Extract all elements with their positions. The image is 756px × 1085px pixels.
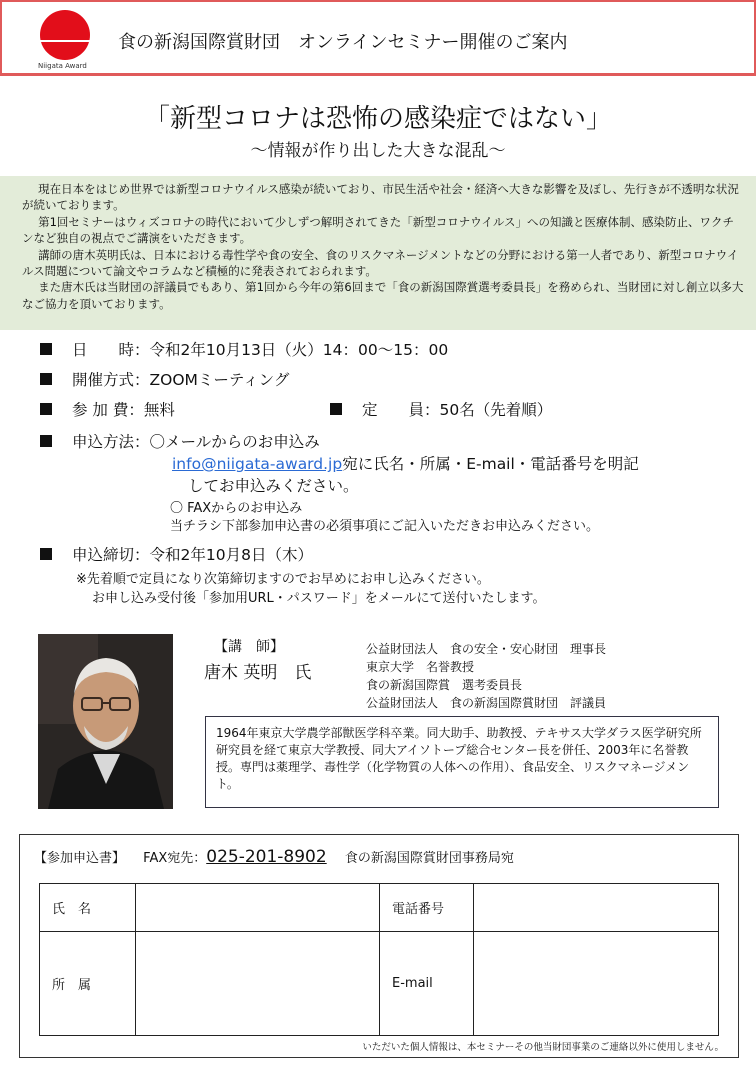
intro-paragraph: 講師の唐木英明氏は、日本における毒性学や食の安全、食のリスクマネージメントなどの分野における第一人者であり、新型コロナウイルス問題について論文やコラムなど積極的に発表されておられます。 [22,247,739,279]
lecturer-label: 【講 師】 [214,639,284,655]
bullet-square-icon [40,373,52,385]
fax-apply-heading: 〇 FAXからのお申込み [170,501,303,516]
lecturer-name: 唐木 英明 氏 [204,663,312,683]
deadline-text: 申込締切：令和2年10月8日（木） [72,546,313,564]
privacy-note: いただいた個人情報は、本セミナーその他当財団事業のご連絡以外に使用しません。 [362,1042,724,1053]
email-apply-rest: 宛に氏名・所属・E-mail・電話番号を明記 [342,455,639,473]
form-table [39,883,719,1036]
form-recipient: 食の新潟国際賞財団事務局宛 [344,851,514,866]
name-label: 氏 名 [40,884,136,932]
main-title: 「新型コロナは恐怖の感染症ではない」 [143,104,612,134]
email-label: E-mail [380,932,474,1036]
logo-text: Niigata Award [38,62,87,70]
affiliation-label: 所 属 [40,932,136,1036]
email-link[interactable]: info@niigata-award.jp [172,455,343,473]
affiliation-field[interactable] [136,932,380,1036]
apply-heading: 申込方法：〇メールからのお申込み [72,433,320,451]
detail-datetime [40,338,448,360]
lecturer-bio: 1964年東京大学農学部獣医学科卒業。同大助手、助教授、テキサス大学ダラス医学研究所研究員を経て東京大学教授、同大アイソトープ総合センター長を併任、2003年に名誉教授。専門は薬理学、毒性学（化学物質の人体への作用）、食品安全、リスクマネージメント。 [205,716,719,808]
capacity-text: 定 員：50名（先着順） [362,401,553,419]
form-header [34,847,514,867]
name-field[interactable] [136,884,380,932]
intro-paragraph: また唐木氏は当財団の評議員でもあり、第1回から今年の第6回まで「食の新潟国際賞選考委員長」を務められ、当財団に対し創立以多大なご協力を頂いております。 [22,280,744,311]
phone-label: 電話番号 [380,884,474,932]
email-apply-line2: してお申込みください。 [188,477,359,495]
detail-format [40,368,289,390]
bullet-square-icon [40,403,52,415]
intro-paragraph: 第1回セミナーはウィズコロナの時代において少しずつ解明されてきた「新型コロナウイルス」への知識と医療体制、感染防止、ワクチンなど独自の視点でご講演をいただきます。 [22,214,735,246]
detail-apply [40,430,320,452]
form-heading: 【参加申込書】 [34,851,126,866]
email-apply-line [172,452,639,474]
sub-title: ～情報が作り出した大きな混乱～ [250,141,506,161]
bullet-square-icon [40,435,52,447]
logo-red-circle-icon [40,10,90,60]
lecturer-title: 公益財団法人 食の安全・安心財団 理事長 [366,642,607,656]
header-title: 食の新潟国際賞財団 オンラインセミナー開催のご案内 [118,32,568,53]
note-url-delivery: お申し込み受付後「参加用URL・パスワード」をメールにて送付いたします。 [92,591,546,606]
detail-deadline [40,543,313,565]
logo-stripe [38,40,92,42]
email-field[interactable] [474,932,719,1036]
phone-field[interactable] [474,884,719,932]
format-text: 開催方式：ZOOMミーティング [72,371,290,389]
datetime-text: 日 時：令和2年10月13日（火）14：00～15：00 [72,341,449,359]
detail-fee [40,398,175,420]
detail-capacity [330,398,552,420]
fee-text: 参 加 費：無料 [72,401,175,419]
niigata-award-logo [36,10,94,72]
fax-number: 025-201-8902 [206,847,327,867]
bullet-square-icon [40,548,52,560]
lecturer-title: 食の新潟国際賞 選考委員長 [366,678,523,692]
bullet-square-icon [330,403,342,415]
lecturer-title: 公益財団法人 食の新潟国際賞財団 評議員 [366,696,607,710]
bullet-square-icon [40,343,52,355]
fax-label: FAX宛先： [143,851,207,866]
intro-section [0,176,756,330]
note-first-come: ※先着順で定員になり次第締切ますのでお早めにお申し込みください。 [76,572,490,587]
fax-apply-line: 当チラシ下部参加申込書の必須事項にご記入いただきお申込みください。 [170,519,600,534]
lecturer-title: 東京大学 名誉教授 [366,660,475,674]
lecturer-photo [38,634,173,809]
application-form [19,834,739,1058]
header-banner [0,0,756,76]
intro-paragraph: 現在日本をはじめ世界では新型コロナウイルス感染が続いており、市民生活や社会・経済へ大きな影響を及ぼし、先行きが不透明な状況が続いております。 [22,182,739,213]
